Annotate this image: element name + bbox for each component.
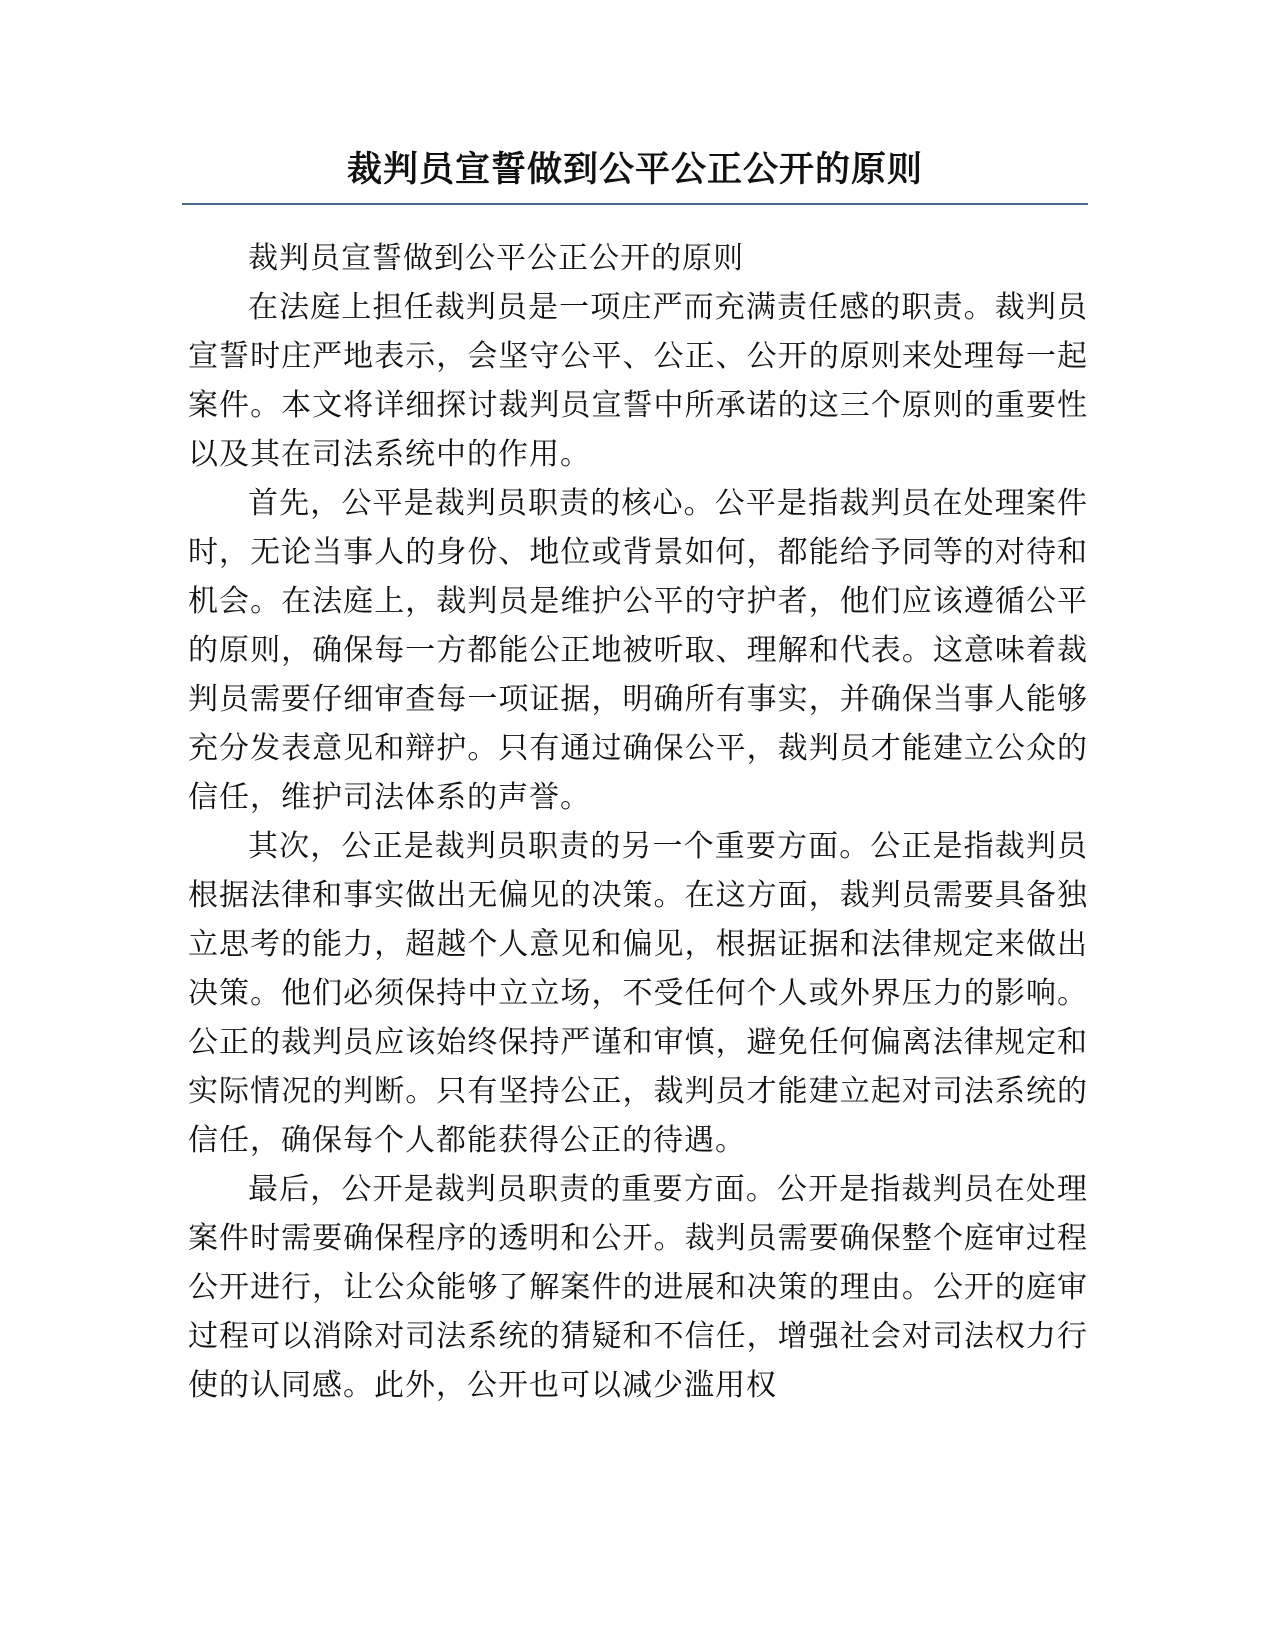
document-body <box>188 234 1088 1410</box>
body-paragraph: 最后，公开是裁判员职责的重要方面。公开是指裁判员在处理案件时需要确保程序的透明和公开。裁判员需要确保整个庭审过程公开进行，让公众能够了解案件的进展和决策的理由。公开的庭审过程可以消除对司法系统的猜疑和不信任，增强社会对司法权力行使的认同感。此外，公开也可以减少滥用权 <box>188 1172 1088 1403</box>
body-paragraph: 其次，公正是裁判员职责的另一个重要方面。公正是指裁判员根据法律和事实做出无偏见的决策。在这方面，裁判员需要具备独立思考的能力，超越个人意见和偏见，根据证据和法律规定来做出决策。他们必须保持中立立场，不受任何个人或外界压力的影响。公正的裁判员应该始终保持严谨和审慎，避免任何偏离法律规定和实际情况的判断。只有坚持公正，裁判员才能建立起对司法系统的信任，确保每个人都能获得公正的待遇。 <box>188 829 1088 1158</box>
document-title: 裁判员宣誓做到公平公正公开的原则 <box>346 149 923 190</box>
body-paragraph: 在法庭上担任裁判员是一项庄严而充满责任感的职责。裁判员宣誓时庄严地表示，会坚守公平、公正、公开的原则来处理每一起案件。本文将详细探讨裁判员宣誓中所承诺的这三个原则的重要性以及其在司法系统中的作用。 <box>188 290 1088 472</box>
body-paragraph: 首先，公平是裁判员职责的核心。公平是指裁判员在处理案件时，无论当事人的身份、地位或背景如何，都能给予同等的对待和机会。在法庭上，裁判员是维护公平的守护者，他们应该遵循公平的原则，确保每一方都能公正地被听取、理解和代表。这意味着裁判员需要仔细审查每一项证据，明确所有事实，并确保当事人能够充分发表意见和辩护。只有通过确保公平，裁判员才能建立公众的信任，维护司法体系的声誉。 <box>188 486 1088 815</box>
body-paragraph: 裁判员宣誓做到公平公正公开的原则 <box>248 241 744 276</box>
title-underline-rule <box>182 203 1088 205</box>
